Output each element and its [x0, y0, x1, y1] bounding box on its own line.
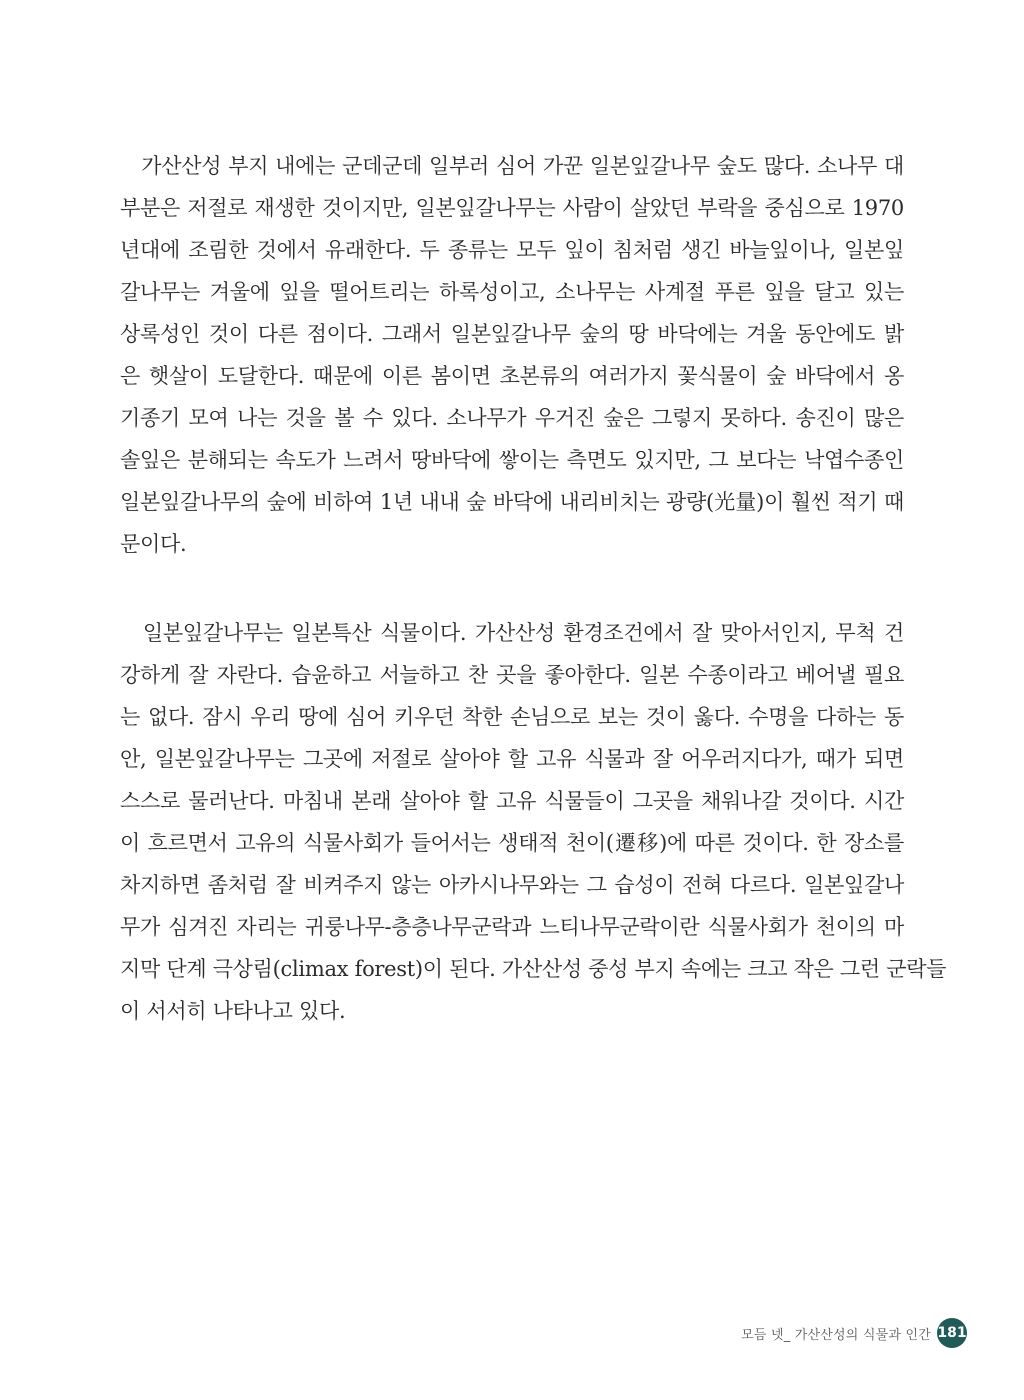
text-line: 가산산성 부지 내에는 군데군데 일부러 심어 가꾼 일본잎갈나무 숲도 많다. 소나무 대 [120, 154, 904, 178]
text-line: 일본잎갈나무의 숲에 비하여 1년 내내 숲 바닥에 내리비치는 광량(光量)이 훨씬 적기 때 [120, 490, 904, 514]
text-line: 갈나무는 겨울에 잎을 떨어트리는 하록성이고, 소나무는 사계절 푸른 잎을 달고 있는 [120, 280, 904, 304]
text-line: 무가 심겨진 자리는 귀룽나무-층층나무군락과 느티나무군락이란 식물사회가 천이의 마 [120, 915, 904, 939]
text-line: 부분은 저절로 재생한 것이지만, 일본잎갈나무는 사람이 살았던 부락을 중심으로 1970 [120, 196, 904, 220]
text-line: 기종기 모여 나는 것을 볼 수 있다. 소나무가 우거진 숲은 그렇지 못하다. 송진이 많은 [120, 406, 904, 430]
text-line: 이 서서히 나타나고 있다. [120, 999, 346, 1023]
page-number-badge: 181 [937, 1318, 967, 1348]
text-line: 년대에 조림한 것에서 유래한다. 두 종류는 모두 잎이 침처럼 생긴 바늘잎이나, 일본잎 [120, 238, 904, 262]
text-line: 스스로 물러난다. 마침내 본래 살아야 할 고유 식물들이 그곳을 채워나갈 것이다. 시간 [120, 789, 904, 813]
text-line: 차지하면 좀처럼 잘 비켜주지 않는 아카시나무와는 그 습성이 전혀 다르다. 일본잎갈나 [120, 873, 904, 897]
body-paragraph-2 [120, 612, 947, 1032]
text-line: 은 햇살이 도달한다. 때문에 이른 봄이면 초본류의 여러가지 꽃식물이 숲 바닥에서 옹 [120, 364, 904, 388]
text-line: 문이다. [120, 532, 187, 556]
chapter-title: 모듬 넷_ 가산산성의 식물과 인간 [741, 1327, 931, 1343]
text-line: 상록성인 것이 다른 점이다. 그래서 일본잎갈나무 숲의 땅 바닥에는 겨울 동안에도 밝 [120, 322, 904, 346]
text-line: 안, 일본잎갈나무는 그곳에 저절로 살아야 할 고유 식물과 잘 어우러지다가, 때가 되면 [120, 747, 904, 771]
page-footer [741, 1318, 967, 1348]
text-line: 는 없다. 잠시 우리 땅에 심어 키우던 착한 손님으로 보는 것이 옳다. 수명을 다하는 동 [120, 705, 904, 729]
text-line: 지막 단계 극상림(climax forest)이 된다. 가산산성 중성 부지 속에는 크고 작은 그런 군락들 [120, 957, 947, 981]
text-line: 일본잎갈나무는 일본특산 식물이다. 가산산성 환경조건에서 잘 맞아서인지, 무척 건 [120, 621, 904, 645]
text-line: 이 흐르면서 고유의 식물사회가 들어서는 생태적 천이(遷移)에 따른 것이다. 한 장소를 [120, 831, 904, 855]
body-paragraph-1 [120, 145, 904, 565]
text-line: 솔잎은 분해되는 속도가 느려서 땅바닥에 쌓이는 측면도 있지만, 그 보다는 낙엽수종인 [120, 448, 904, 472]
text-line: 강하게 잘 자란다. 습윤하고 서늘하고 찬 곳을 좋아한다. 일본 수종이라고 베어낼 필요 [120, 663, 904, 687]
